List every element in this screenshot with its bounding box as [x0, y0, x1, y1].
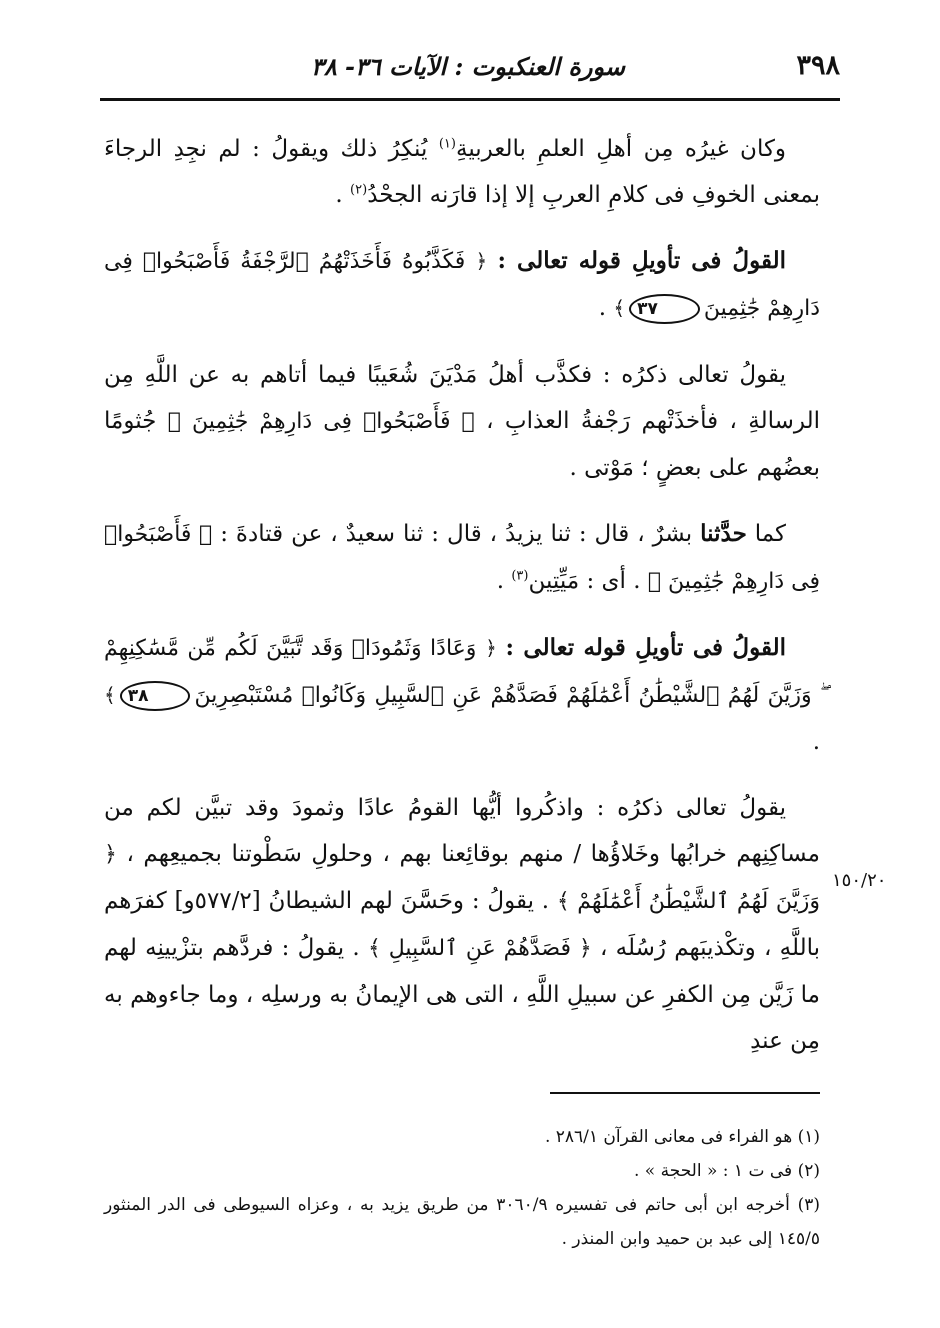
page-number: ٣٩٨ [796, 50, 840, 81]
footnote-rule [550, 1092, 820, 1094]
p5-end: . [812, 729, 820, 755]
footnote-1: (١) هو الفراء فى معانى القرآن ٢٨٦/١ . [544, 1127, 820, 1147]
footnote-marker-2: (٢) [350, 182, 368, 198]
main-text [104, 126, 820, 1084]
footnote-marker-1: (١) [438, 136, 456, 152]
quran-bracket-close: ﴾ [613, 296, 626, 320]
footnotes [104, 1120, 820, 1256]
quran-bracket-open-2: ﴿ [485, 636, 497, 660]
quran-verse-38: وَعَادًا وَثَمُودَا۟ وَقَد تَّبَيَّنَ لَكُم مِّن مَّسَٰكِنِهِمْ ۖ وَزَيَّنَ لَهُمُ ٱلشَّيْطَٰنُ أَعْمَٰلَهُمْ فَصَدَّهُمْ عَنِ ٱلسَّبِيلِ وَكَانُوا۟ مُسْتَبْصِرِينَ [104, 636, 820, 708]
header-rule [100, 98, 840, 101]
p4-quran-quote: ﴿ فَأَصْبَحُوا۟ فِى دَارِهِمْ جَٰثِمِينَ ﴾ [104, 522, 820, 594]
paragraph-4 [104, 511, 820, 605]
footnote-3: (٣) أخرجه ابن أبى حاتم فى تفسيره ٣٠٦٠/٩ من طريق يزيد به ، وعزاه السيوطى فى الدر المنثور ١٤٥/٥ إلى عبد بن حميد وابن المنذر . [104, 1195, 820, 1249]
page-header [100, 48, 840, 92]
p6-text-b: . يقولُ : وحَسَّنَ لهم الشيطانُ [260, 888, 557, 914]
verse-number-38: ٣٨ [120, 681, 191, 711]
p4-text-a: كما [746, 521, 786, 547]
paragraph-3 [104, 352, 820, 491]
p1-text-a: وكان غيرُه مِن أهلِ العلمِ بالعربيةِ [455, 136, 787, 162]
p6-quran-quote-1: ﴿ وَزَيَّنَ لَهُمُ ٱلشَّيْطَٰنُ أَعْمَٰلَهُمْ ﴾ [104, 842, 820, 914]
footnote-2: (٢) فى ت ١ : « الحجة » . [634, 1161, 820, 1181]
quran-bracket-close-2: ﴾ [104, 683, 116, 707]
paragraph-5-verse-heading [104, 625, 820, 765]
p1-text-c: . [335, 182, 351, 208]
p6-quran-quote-2: ﴿ فَصَدَّهُمْ عَنِ ٱلسَّبِيلِ ﴾ [367, 936, 592, 961]
p4-bold: حدَّثنا [700, 520, 747, 547]
p4-text-d: . [496, 568, 512, 594]
paragraph-2-verse-heading [104, 238, 820, 332]
p4-text-b: بشرٌ ، قال : ثنا يزيدُ ، قال : ثنا سعيدٌ ، عن قتادةَ : [212, 521, 701, 547]
p6-text-d: . يقولُ : فردَّهم بتزْيينِه لهم ما زَيَّن مِن الكفرِ عن سبيلِ اللَّهِ ، التى هى الإيمانُ به ورسلِه ، وما جاءوهم به مِن عندِ [104, 935, 820, 1054]
p3-text-b: جُثومًا بعضُهم على بعضٍ ؛ مَوْتى . [104, 408, 820, 481]
margin-reference: ١٥٠/٢٠ [832, 870, 887, 891]
p2-end: . [598, 295, 614, 321]
quran-bracket-open: ﴿ [475, 249, 488, 273]
p1-text-b: يُنكِرُ ذلك ويقولُ : لم نجِدِ الرجاءَ بمعنى الخوفِ فى كلامِ العربِ إلا إذا قارَنه الجحْدُ [104, 136, 820, 208]
p4-text-c: . أى : مَيِّتِين [528, 568, 648, 594]
manuscript-reference: [٥٧٧/٢و] [174, 888, 261, 914]
quran-verse-37: فَكَذَّبُوهُ فَأَخَذَتْهُمُ ٱلرَّجْفَةُ فَأَصْبَحُوا۟ فِى دَارِهِمْ جَٰثِمِينَ [104, 249, 820, 321]
p3-quran-quote: ﴿ فَأَصْبَحُوا۟ فِى دَارِهِمْ جَٰثِمِينَ ﴾ [167, 409, 475, 434]
verse-heading-lead: القولُ فى تأويلِ قوله تعالى : [497, 247, 786, 274]
paragraph-6 [104, 785, 820, 1064]
verse-heading-lead-2: القولُ فى تأويلِ قوله تعالى : [505, 634, 787, 661]
paragraph-1 [104, 126, 820, 218]
p6-text-a: يقولُ تعالى ذكرُه : واذكُروا أيُّها القومُ عادًا وثمودَ وقد تبيَّن لكم من مساكِنِهم خرابُها وخَلاؤُها / منهم بوقائِعنا بهم ، وحلولِ سَطْوتنا بجميعِهم ، [104, 795, 820, 867]
running-title: سورة العنكبوت : الآيات ٣٦- ٣٨ [310, 52, 625, 81]
p6-text-c: كفرَهم باللَّهِ ، وتكْذيبَهم رُسُلَه ، [104, 888, 821, 961]
verse-number-37: ٣٧ [629, 294, 700, 324]
p3-text-a: يقولُ تعالى ذكرُه : فكذَّب أهلُ مَدْيَنَ شُعَيبًا فيما أتاهم به عن اللَّهِ مِن الرسالةِ ، فأخذَتْهم رَجْفةُ العذابِ ، [104, 362, 820, 434]
footnote-marker-3: (٣) [511, 568, 529, 584]
